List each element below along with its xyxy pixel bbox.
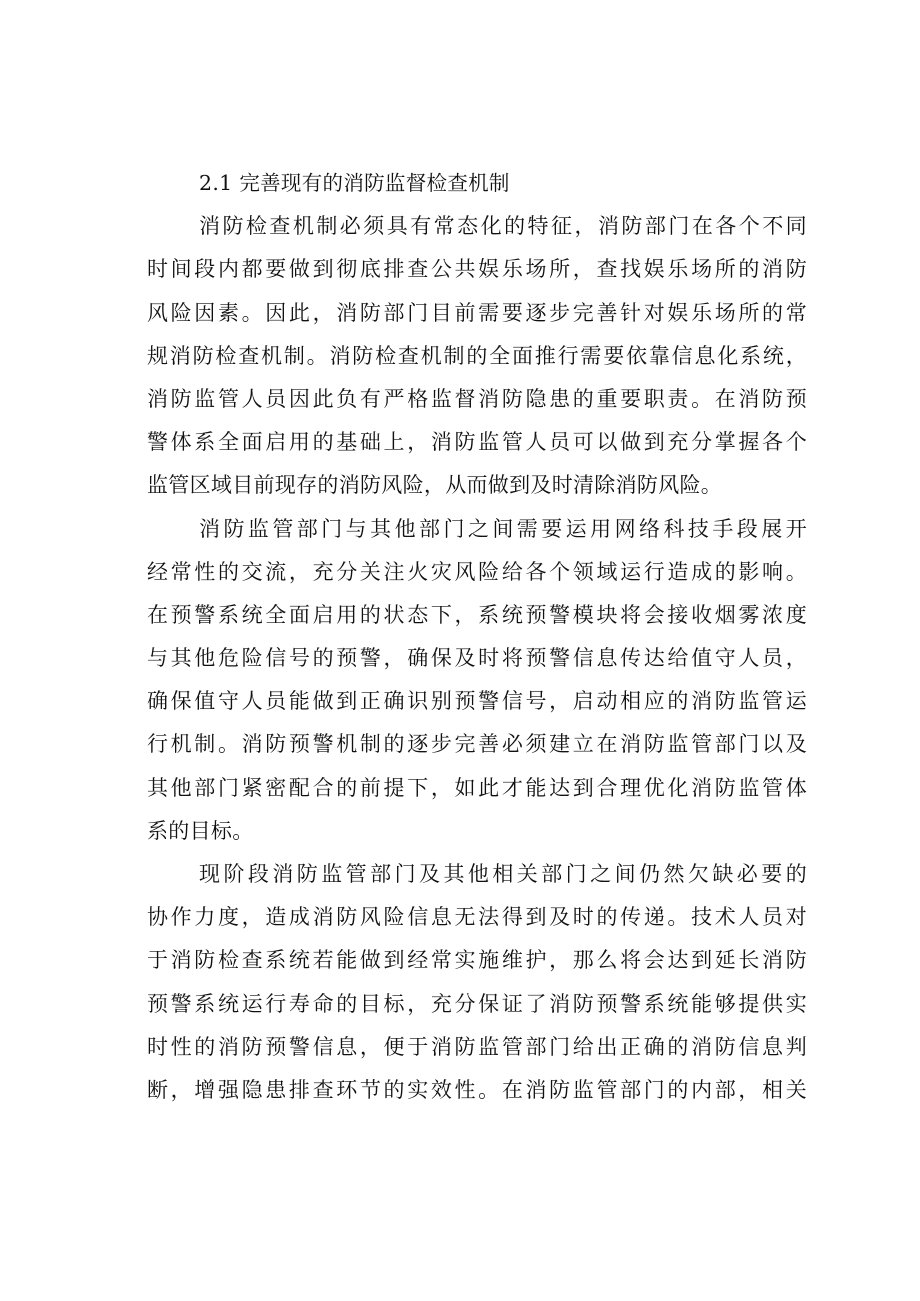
paragraph-2 — [147, 508, 807, 854]
text-line: 消防检查机制必须具有常态化的特征，消防部门在各个不同 — [199, 214, 807, 239]
document-body — [147, 162, 807, 1112]
paragraph-3 — [147, 853, 807, 1112]
text-line: 现阶段消防监管部门及其他相关部门之间仍然欠缺必要的 — [199, 862, 807, 886]
text-line: 其他部门紧密配合的前提下，如此才能达到合理优化消防监管体 — [147, 775, 807, 800]
text-line: 于消防检查系统若能做到经常实施维护，那么将会达到延长消防 — [147, 948, 807, 973]
text-line: 规消防检查机制。消防检查机制的全面推行需要依靠信息化系统， — [147, 343, 807, 368]
text-line: 断，增强隐患排查环节的实效性。在消防监管部门的内部，相关 — [147, 1077, 807, 1102]
section-heading: 2.1 完善现有的消防监督检查机制 — [199, 171, 510, 195]
text-line: 风险因素。因此，消防部门目前需要逐步完善针对娱乐场所的常 — [147, 300, 807, 325]
text-line: 协作力度，造成消防风险信息无法得到及时的传递。技术人员对 — [147, 905, 807, 930]
text-line: 预警系统运行寿命的目标，充分保证了消防预警系统能够提供实 — [147, 991, 807, 1016]
text-line: 在预警系统全面启用的状态下，系统预警模块将会接收烟雾浓度 — [147, 602, 807, 627]
paragraph-1 — [147, 205, 807, 507]
text-line: 经常性的交流，充分关注火灾风险给各个领域运行造成的影响。 — [147, 559, 807, 584]
text-line: 行机制。消防预警机制的逐步完善必须建立在消防监管部门以及 — [147, 732, 807, 757]
text-line: 消防监管部门与其他部门之间需要运用网络科技手段展开 — [199, 516, 807, 541]
text-line: 确保值守人员能做到正确识别预警信号，启动相应的消防监管运 — [147, 689, 807, 714]
text-line: 时性的消防预警信息，便于消防监管部门给出正确的消防信息判 — [147, 1034, 807, 1059]
text-line: 与其他危险信号的预警，确保及时将预警信息传达给值守人员， — [147, 646, 807, 671]
text-line: 系的目标。 — [147, 818, 254, 843]
text-line: 监管区域目前现存的消防风险，从而做到及时清除消防风险。 — [147, 473, 723, 498]
text-line: 时间段内都要做到彻底排查公共娱乐场所，查找娱乐场所的消防 — [147, 257, 807, 282]
text-line: 警体系全面启用的基础上，消防监管人员可以做到充分掌握各个 — [147, 430, 807, 455]
text-line: 消防监管人员因此负有严格监督消防隐患的重要职责。在消防预 — [147, 386, 807, 411]
